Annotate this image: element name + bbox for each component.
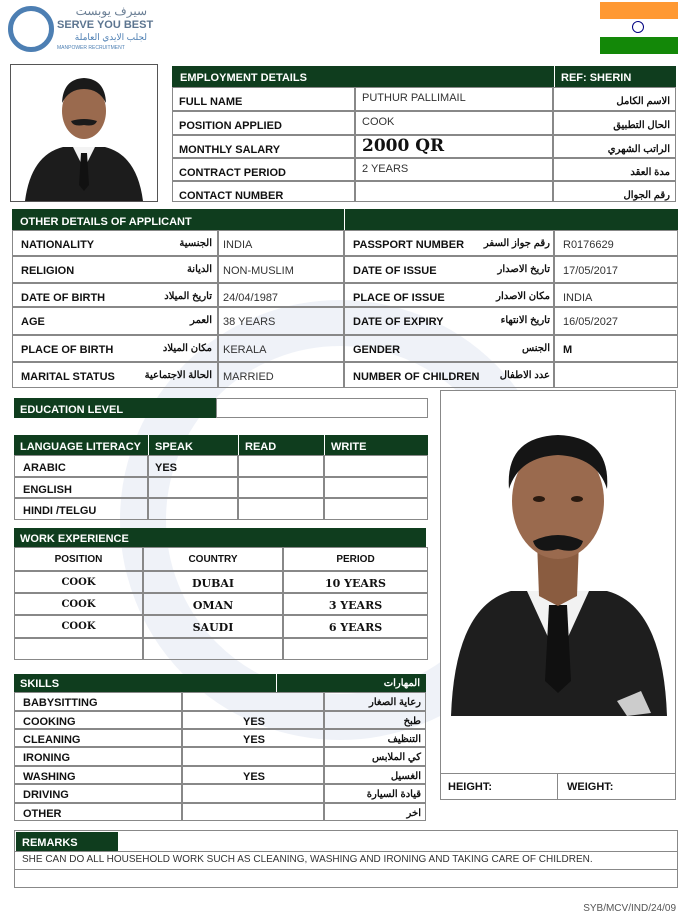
ref-label: REF: SHERIN	[554, 66, 676, 87]
other-right-arabic: عدد الاطفال	[499, 370, 550, 381]
other-right-arabic: الجنس	[521, 343, 550, 354]
work-country: DUBAI	[143, 571, 283, 593]
language-header-cell: LANGUAGE LITERACY	[14, 435, 148, 455]
employment-row-label: MONTHLY SALARY	[172, 135, 355, 158]
employment-row-arabic: الراتب الشهري	[553, 135, 676, 158]
work-experience-header: WORK EXPERIENCE	[14, 528, 426, 547]
work-period: 3 YEARS	[283, 593, 428, 615]
language-read	[238, 455, 324, 477]
other-right-value: 17/05/2017	[554, 256, 678, 283]
education-header: EDUCATION LEVEL	[14, 398, 216, 418]
applicant-photo-small	[10, 64, 158, 202]
skill-arabic: رعاية الصغار	[324, 692, 426, 711]
skill-value	[182, 803, 324, 821]
language-speak	[148, 477, 238, 498]
height-label: HEIGHT:	[441, 773, 558, 799]
other-left-arabic: العمر	[190, 315, 212, 326]
remarks-text: SHE CAN DO ALL HOUSEHOLD WORK SUCH AS CLEANING, WASHING AND IRONING AND TAKING CARE OF CHILDREN.	[22, 854, 593, 865]
skill-name: OTHER	[14, 803, 182, 821]
work-col-header: POSITION	[14, 547, 143, 571]
skill-name: COOKING	[14, 711, 182, 729]
employment-row-arabic: رقم الجوال	[553, 181, 676, 202]
document-code: SYB/MCV/IND/24/09	[583, 903, 676, 914]
work-position: COOK	[14, 615, 143, 638]
skill-arabic: التنظيف	[324, 729, 426, 747]
other-details-header-right	[344, 209, 678, 230]
other-right-arabic: رقم جواز السفر	[483, 238, 550, 249]
work-period: 6 YEARS	[283, 615, 428, 638]
education-value	[216, 398, 428, 418]
brand-arabic-name: سيرف يوبست	[75, 4, 147, 18]
employment-row-value: PUTHUR PALLIMAIL	[355, 87, 553, 111]
skill-name: IRONING	[14, 747, 182, 766]
other-right-arabic: تاريخ الاصدار	[497, 264, 550, 275]
other-right-value: INDIA	[554, 283, 678, 307]
skills-header-arabic: المهارات	[276, 674, 426, 692]
language-write	[324, 498, 428, 520]
other-right-label: NUMBER OF CHILDREN	[344, 362, 554, 388]
other-details-header: OTHER DETAILS OF APPLICANT	[12, 209, 344, 230]
remarks-divider	[14, 869, 678, 870]
other-right-label: DATE OF EXPIRY	[344, 307, 554, 335]
other-right-value: M	[554, 335, 678, 362]
employment-row-arabic: الحال التطبيق	[553, 111, 676, 135]
other-left-value: NON-MUSLIM	[218, 256, 344, 283]
employment-row-value: 2 YEARS	[355, 158, 553, 181]
brand-arabic-sub: لجلب الايدي العاملة	[74, 32, 147, 42]
work-period	[283, 638, 428, 660]
other-left-arabic: مكان الميلاد	[162, 343, 212, 354]
remarks-header: REMARKS	[16, 832, 118, 851]
language-header-cell: READ	[238, 435, 324, 455]
employment-row-label: POSITION APPLIED	[172, 111, 355, 135]
employment-row-value: COOK	[355, 111, 553, 135]
employment-row-value	[355, 181, 553, 202]
other-right-label: GENDER	[344, 335, 554, 362]
work-country: SAUDI	[143, 615, 283, 638]
employment-row-label: FULL NAME	[172, 87, 355, 111]
work-country: OMAN	[143, 593, 283, 615]
employment-row-label: CONTRACT PERIOD	[172, 158, 355, 181]
skill-value: YES	[182, 766, 324, 784]
remarks-divider	[14, 851, 678, 852]
employment-row-label: CONTACT NUMBER	[172, 181, 355, 202]
brand-tagline: MANPOWER RECRUITMENT	[57, 45, 125, 51]
skill-name: CLEANING	[14, 729, 182, 747]
language-name: ARABIC	[14, 455, 148, 477]
work-position: COOK	[14, 571, 143, 593]
skill-arabic: اخر	[324, 803, 426, 821]
language-header-cell: SPEAK	[148, 435, 238, 455]
language-name: HINDI /TELGU	[14, 498, 148, 520]
other-left-value: MARRIED	[218, 362, 344, 388]
skill-value	[182, 747, 324, 766]
other-left-label: MARITAL STATUS	[12, 362, 218, 388]
language-header-cell: WRITE	[324, 435, 428, 455]
skill-value: YES	[182, 711, 324, 729]
other-right-value: R0176629	[554, 230, 678, 256]
other-left-value: 38 YEARS	[218, 307, 344, 335]
other-left-label: DATE OF BIRTH	[12, 283, 218, 307]
work-col-header: COUNTRY	[143, 547, 283, 571]
other-left-value: KERALA	[218, 335, 344, 362]
skill-value: YES	[182, 729, 324, 747]
skill-name: BABYSITTING	[14, 692, 182, 711]
other-left-label: RELIGION	[12, 256, 218, 283]
brand-english-name: SERVE YOU BEST	[57, 19, 154, 31]
language-speak: YES	[148, 455, 238, 477]
other-left-label: AGE	[12, 307, 218, 335]
other-right-label: PLACE OF ISSUE	[344, 283, 554, 307]
weight-label: WEIGHT:	[558, 773, 675, 799]
india-flag-icon	[600, 2, 678, 54]
employment-row-value: 2000 QR	[355, 135, 553, 158]
other-left-arabic: الجنسية	[179, 238, 212, 249]
language-read	[238, 498, 324, 520]
company-logo-icon	[8, 6, 54, 52]
work-position: COOK	[14, 593, 143, 615]
other-right-arabic: تاريخ الانتهاء	[500, 315, 550, 326]
work-country	[143, 638, 283, 660]
other-right-value: 16/05/2027	[554, 307, 678, 335]
work-col-header: PERIOD	[283, 547, 428, 571]
skill-name: WASHING	[14, 766, 182, 784]
language-read	[238, 477, 324, 498]
other-right-label: PASSPORT NUMBER	[344, 230, 554, 256]
skills-header: SKILLS	[14, 674, 276, 692]
applicant-photo-large	[440, 390, 676, 800]
work-position	[14, 638, 143, 660]
skill-value	[182, 692, 324, 711]
other-left-value: INDIA	[218, 230, 344, 256]
other-right-value	[554, 362, 678, 388]
employment-header: EMPLOYMENT DETAILS	[172, 66, 554, 87]
skill-arabic: الغسيل	[324, 766, 426, 784]
skill-arabic: طبخ	[324, 711, 426, 729]
other-right-arabic: مكان الاصدار	[496, 291, 550, 302]
language-speak	[148, 498, 238, 520]
skill-value	[182, 784, 324, 803]
skill-arabic: قيادة السيارة	[324, 784, 426, 803]
other-left-arabic: الحالة الاجتماعية	[144, 370, 212, 381]
employment-row-arabic: مدة العقد	[553, 158, 676, 181]
other-left-label: PLACE OF BIRTH	[12, 335, 218, 362]
other-left-value: 24/04/1987	[218, 283, 344, 307]
language-write	[324, 477, 428, 498]
language-write	[324, 455, 428, 477]
skill-arabic: كي الملابس	[324, 747, 426, 766]
language-name: ENGLISH	[14, 477, 148, 498]
other-left-label: NATIONALITY	[12, 230, 218, 256]
other-right-label: DATE OF ISSUE	[344, 256, 554, 283]
other-left-arabic: تاريخ الميلاد	[164, 291, 212, 302]
employment-row-arabic: الاسم الكامل	[553, 87, 676, 111]
work-period: 10 YEARS	[283, 571, 428, 593]
skill-name: DRIVING	[14, 784, 182, 803]
other-left-arabic: الديانة	[186, 264, 212, 275]
